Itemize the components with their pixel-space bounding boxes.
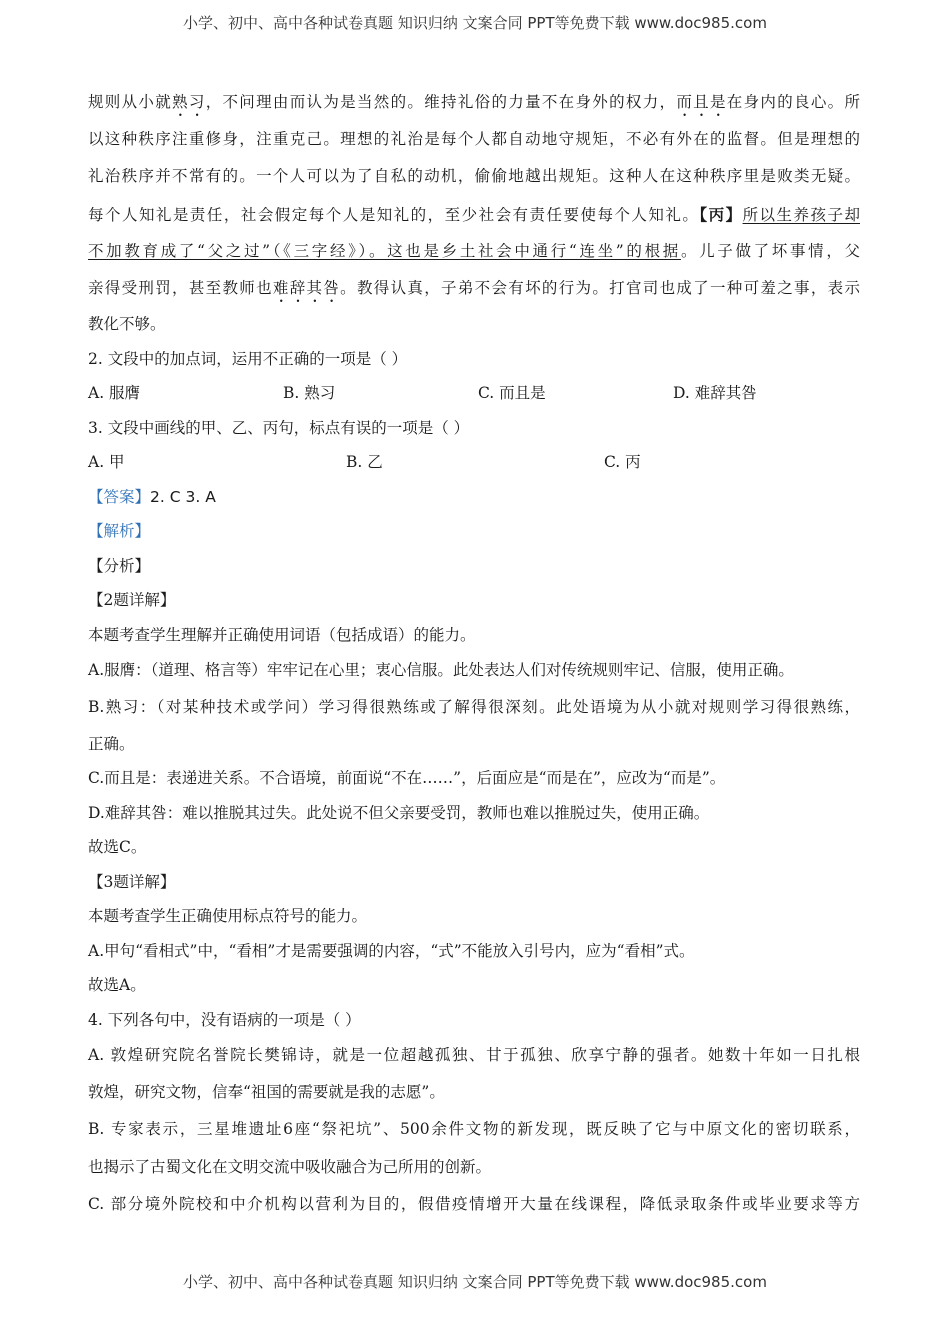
question-4-option-a: A. 敦煌研究院名誉院长樊锦诗，就是一位超越孤独、甘于孤独、欣享宁静的强者。她数十年如一日扎根: [88, 1046, 860, 1064]
passage-line: 不加教育成了“父之过”（《三字经》）。这也是乡土社会中通行“连坐”的根据。儿子做了坏事情，父: [88, 241, 860, 260]
option-b: B. 乙: [346, 453, 383, 472]
question-4-option-c: C. 部分境外院校和中介机构以营利为目的，假借疫情增开大量在线课程，降低录取条件或毕业要求等方: [88, 1194, 860, 1213]
option-c: C. 丙: [604, 453, 641, 472]
q2-detail-b: B.熟习：（对某种技术或学问）学习得很熟练或了解得很深刻。此处语境为从小就对规则学习得很熟练，: [88, 698, 860, 717]
question-3-stem: 3. 文段中画线的甲、乙、丙句，标点有误的一项是（ ）: [88, 418, 470, 437]
page-header: 小学、初中、高中各种试卷真题 知识归纳 文案合同 PPT等免费下载 www.doc985.com: [183, 14, 767, 32]
passage-line: 教化不够。: [88, 315, 166, 334]
q3-detail-intro: 本题考查学生正确使用标点符号的能力。: [88, 907, 368, 925]
q2-detail-d: D.难辞其咎：难以推脱其过失。此处说不但父亲要受罚，教师也难以推脱过失，使用正确。: [88, 803, 710, 822]
underlined-sentence-bing-cont: 不加教育成了“父之过”（《三字经》）。这也是乡土社会中通行“连坐”的根据: [88, 241, 681, 260]
passage-line: 以这种秩序注重修身，注重克己。理想的礼治是每个人都自动地守规矩，不必有外在的监督。但是理想的: [88, 130, 860, 149]
passage-line: 每个人知礼是责任，社会假定每个人是知礼的，至少社会有责任要使每个人知礼。【丙】所以生养孩子却: [88, 204, 860, 224]
question-4-option-b-cont: 也揭示了古蜀文化在文明交流中吸收融合为己所用的创新。: [88, 1157, 492, 1176]
q2-detail-title: 【2题详解】: [88, 591, 176, 610]
document-body: [88, 84, 860, 1223]
dotted-word-nancijijiu: 难辞其咎: [272, 278, 341, 297]
q2-conclusion: 故选C。: [88, 838, 147, 856]
q2-detail-c: C.而且是：表递进关系。不合语境，前面说“不在……”，后面应是“而是在”，应改为“而是”。: [88, 769, 726, 787]
question-2-stem: 2. 文段中的加点词，运用不正确的一项是（ ）: [88, 349, 408, 368]
question-4-stem: 4. 下列各句中，没有语病的一项是（ ）: [88, 1010, 361, 1029]
q2-detail-intro: 本题考查学生理解并正确使用词语（包括成语）的能力。: [88, 625, 476, 644]
option-a: A. 甲: [88, 453, 125, 472]
q3-detail-a: A.甲句“看相式”中，“看相”才是需要强调的内容，“式”不能放入引号内，应为“看相”式。: [88, 941, 695, 960]
dotted-word-erqieshi: 而且是: [676, 93, 727, 111]
sentence-marker-bing: 【丙】: [699, 204, 743, 224]
option-b: B. 熟习: [283, 384, 336, 403]
question-4-option-a-cont: 敦煌，研究文物，信奉“祖国的需要就是我的志愿”。: [88, 1083, 445, 1102]
passage-line: 礼治秩序并不常有的。一个人可以为了自私的动机，偷偷地越出规矩。这种人在这种秩序里是败类无疑。: [88, 167, 860, 186]
q2-detail-a: A.服膺：（道理、格言等）牢牢记在心里；衷心信服。此处表达人们对传统规则牢记、信服，使用正确。: [88, 661, 794, 680]
q3-detail-title: 【3题详解】: [88, 872, 176, 891]
answer-line: [88, 480, 860, 515]
option-a: A. 服膺: [88, 384, 141, 403]
option-c: C. 而且是: [478, 384, 546, 403]
q2-detail-b-cont: 正确。: [88, 734, 135, 753]
underlined-sentence-bing: 所以生养孩子却: [742, 205, 860, 224]
dotted-word-shuxi: 熟习: [172, 93, 206, 111]
question-3-options: [88, 445, 860, 480]
analysis-label: 【解析】: [88, 522, 151, 541]
answer-label: 【答案】: [88, 487, 151, 506]
passage-line: 规则从小就熟习，不问理由而认为是当然的。维持礼俗的力量不在身外的权力，而且是在身内的良心。所: [88, 93, 860, 111]
option-d: D. 难辞其咎: [673, 384, 757, 403]
page-footer: 小学、初中、高中各种试卷真题 知识归纳 文案合同 PPT等免费下载 www.doc985.com: [183, 1273, 767, 1291]
answer-text: 2. C 3. A: [150, 487, 216, 506]
fenxi-label: 【分析】: [88, 556, 151, 575]
q3-conclusion: 故选A。: [88, 976, 146, 994]
question-4-option-b: B. 专家表示，三星堆遗址6座“祭祀坑”、500余件文物的新发现，既反映了它与中原文化的密切联系，: [88, 1120, 860, 1139]
passage-line: 亲得受刑罚，甚至教师也难辞其咎。教得认真，子弟不会有坏的行为。打官司也成了一种可羞之事，表示: [88, 278, 860, 297]
question-2-options: [88, 376, 860, 411]
